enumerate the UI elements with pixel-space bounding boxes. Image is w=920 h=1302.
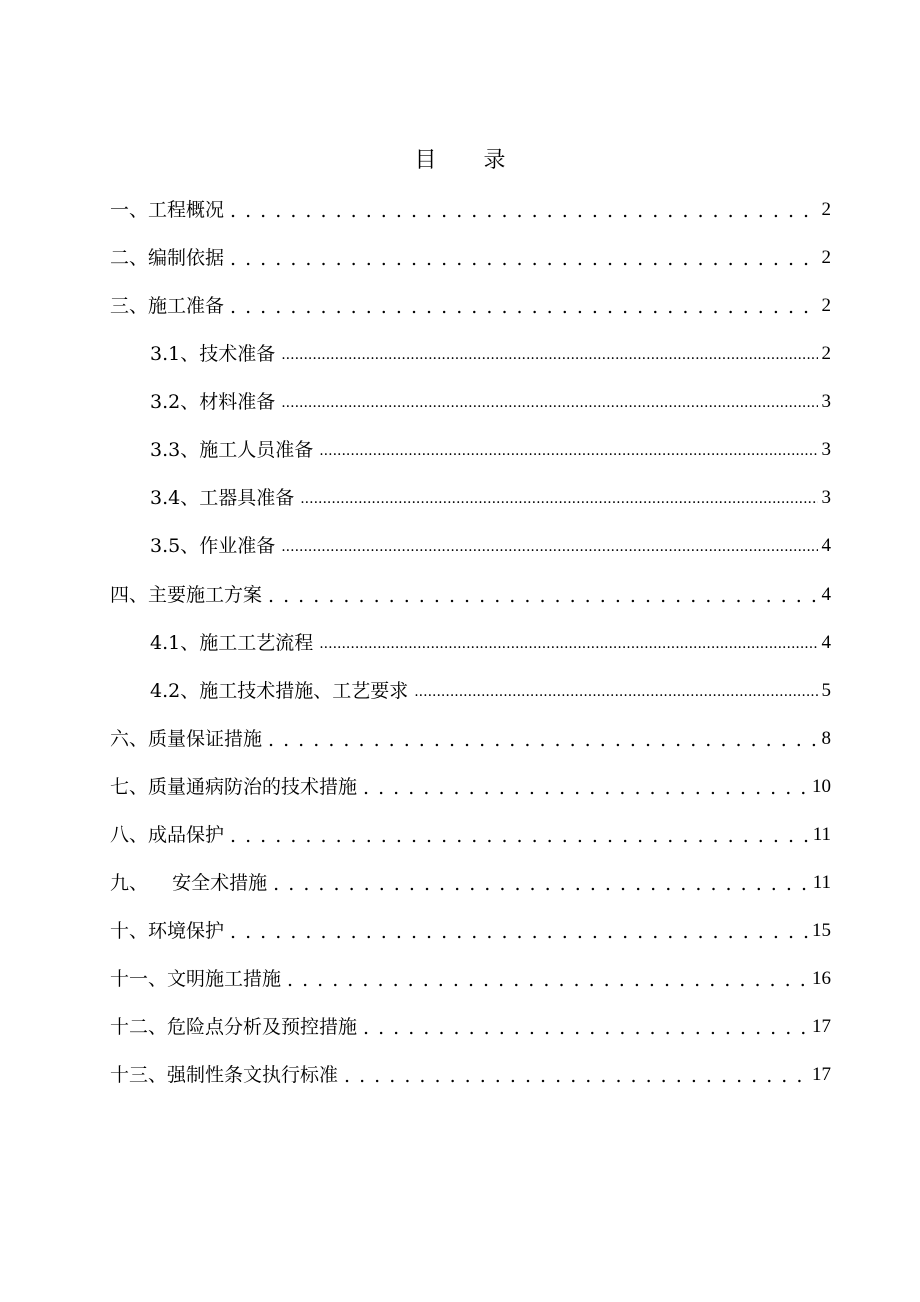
toc-entry[interactable] (110, 964, 831, 994)
toc-leader-dots (230, 243, 817, 273)
toc-leader-dots (363, 772, 808, 802)
toc-leader-dots (281, 339, 817, 369)
toc-leader-dots (344, 1060, 808, 1090)
toc-page-number: 4 (821, 632, 831, 653)
toc-entry[interactable] (110, 243, 831, 273)
toc-leader-dots (281, 531, 817, 561)
toc-page-number: 11 (812, 824, 831, 845)
toc-leader-dots (268, 724, 817, 754)
toc-title: 目 录 (414, 148, 526, 173)
toc-entry[interactable] (150, 483, 831, 513)
toc-page-number: 3 (821, 439, 831, 460)
toc-page-number: 17 (812, 1016, 831, 1037)
toc-entry-label: 三、施工准备 (110, 295, 225, 317)
toc-entry[interactable] (110, 820, 831, 850)
toc-leader-dots (268, 580, 817, 610)
toc-page-number: 3 (821, 487, 831, 508)
toc-leader-dots (287, 964, 808, 994)
toc-entry[interactable] (150, 531, 831, 561)
toc-entry-label: 3.2、材料准备 (150, 391, 276, 413)
toc-entry[interactable] (110, 868, 831, 898)
toc-page-number: 4 (821, 584, 831, 605)
toc-leader-dots (230, 195, 817, 225)
toc-entry[interactable] (110, 772, 831, 802)
toc-entry-label: 七、质量通病防治的技术措施 (110, 776, 358, 798)
toc-entry-label: 3.1、技术准备 (150, 343, 276, 365)
toc-leader-dots (319, 435, 817, 465)
toc-entry[interactable] (110, 916, 831, 946)
toc-entry[interactable] (110, 1012, 831, 1042)
toc-entry[interactable] (110, 195, 831, 225)
toc-leader-dots (281, 387, 817, 417)
toc-leader-dots (300, 483, 817, 513)
toc-entry-label: 四、主要施工方案 (110, 584, 263, 606)
toc-entry[interactable] (110, 1060, 831, 1090)
toc-page-number: 11 (812, 872, 831, 893)
toc-entry-label: 十一、文明施工措施 (110, 968, 282, 990)
toc-entry-label: 十、环境保护 (110, 920, 225, 942)
toc-entry[interactable] (110, 724, 831, 754)
toc-entry[interactable] (150, 387, 831, 417)
toc-entry[interactable] (150, 435, 831, 465)
toc-entry-label: 八、成品保护 (110, 824, 225, 846)
toc-page-number: 15 (812, 920, 831, 941)
toc-entry[interactable] (150, 628, 831, 658)
toc-leader-dots (230, 291, 817, 321)
toc-entry-label: 十三、强制性条文执行标准 (110, 1064, 339, 1086)
toc-leader-dots (319, 628, 817, 658)
toc-entry-label: 六、质量保证措施 (110, 728, 263, 750)
toc-page-number: 4 (821, 535, 831, 556)
toc-entry-label: 十二、危险点分析及预控措施 (110, 1016, 358, 1038)
toc-page-number: 2 (821, 295, 831, 316)
toc-page-number: 16 (812, 968, 831, 989)
toc-entry[interactable] (150, 676, 831, 706)
toc-entry-label: 3.5、作业准备 (150, 535, 276, 557)
toc-page-number: 10 (812, 776, 831, 797)
toc-entry[interactable] (110, 291, 831, 321)
toc-entry-label: 3.3、施工人员准备 (150, 439, 314, 461)
toc-entry[interactable] (150, 339, 831, 369)
toc-page-number: 8 (821, 728, 831, 749)
toc-leader-dots (230, 916, 808, 946)
toc-page-number: 2 (821, 199, 831, 220)
toc-leader-dots (230, 820, 809, 850)
toc-page-number: 17 (812, 1064, 831, 1085)
toc-entry-label: 3.4、工器具准备 (150, 487, 295, 509)
toc-entry-label: 一、工程概况 (110, 199, 225, 221)
toc-page-number: 2 (821, 343, 831, 364)
toc-page-number: 5 (821, 680, 831, 701)
toc-entry-label: 二、编制依据 (110, 247, 225, 269)
toc-leader-dots (363, 1012, 808, 1042)
toc-page-number: 2 (821, 247, 831, 268)
toc-entry-label: 4.1、施工工艺流程 (150, 632, 314, 654)
toc-leader-dots (273, 868, 809, 898)
toc-entry-label: 九、 安全术措施 (110, 872, 268, 894)
toc-leader-dots (414, 676, 817, 706)
toc-entry-label: 4.2、施工技术措施、工艺要求 (150, 680, 409, 702)
toc-entry[interactable] (110, 580, 831, 610)
toc-page-number: 3 (821, 391, 831, 412)
